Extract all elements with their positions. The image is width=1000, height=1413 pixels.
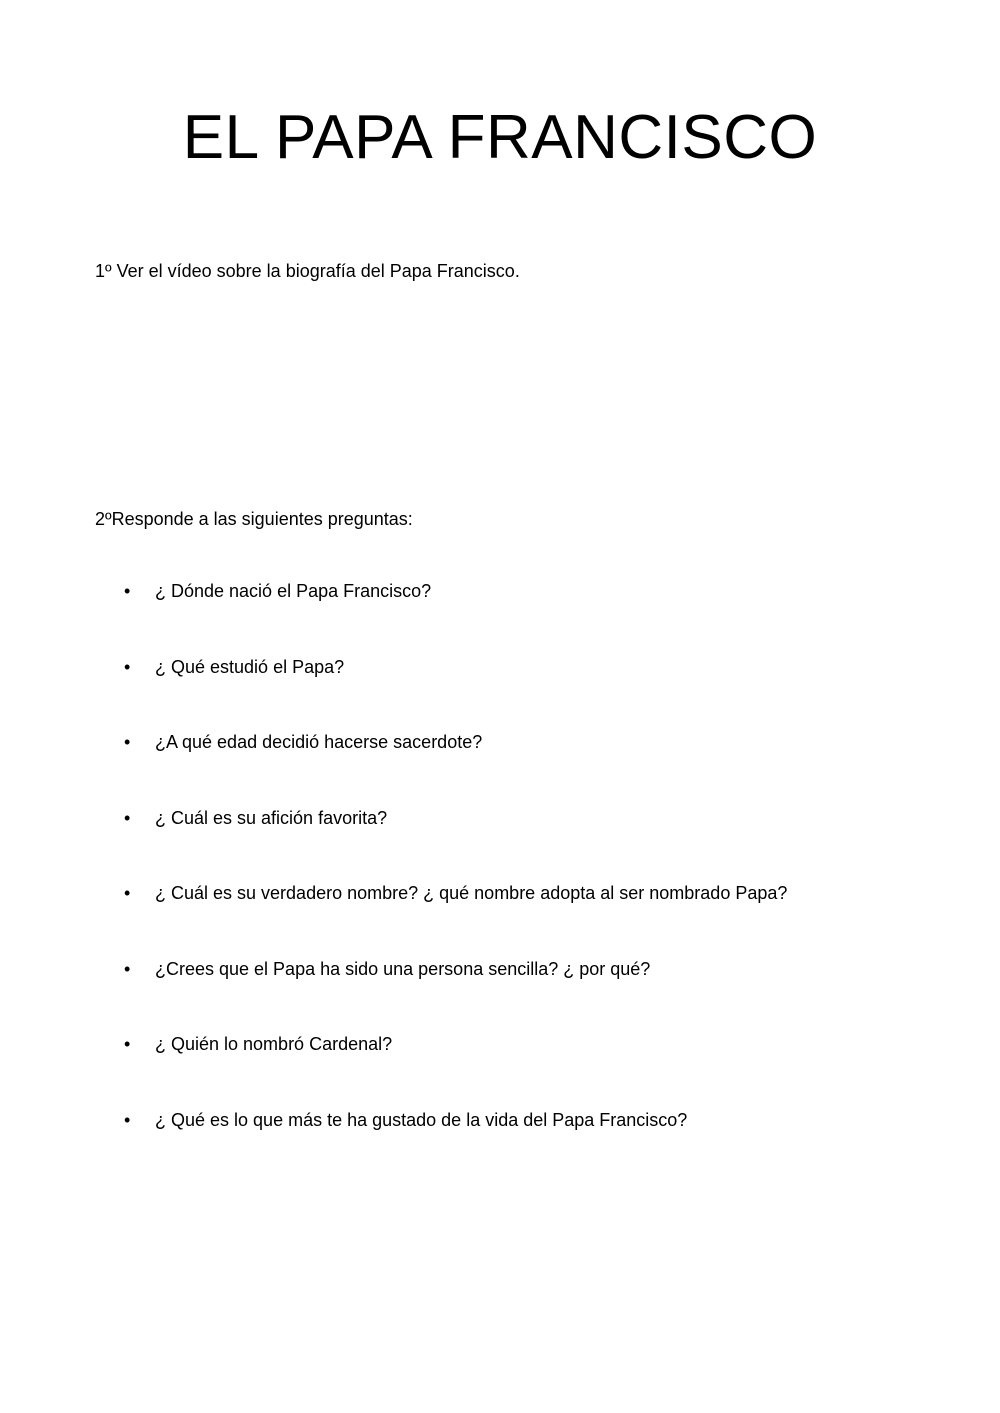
question-item — [0, 882, 1000, 958]
bullet-icon: • — [124, 958, 131, 979]
question-item — [0, 958, 1000, 1034]
bullet-icon: • — [124, 883, 131, 903]
bullet-icon: • — [124, 656, 131, 677]
question-item — [0, 656, 1000, 732]
bullet-icon: • — [124, 1109, 131, 1130]
instruction-step-1: 1º Ver el vídeo sobre la biografía del Papa Francisco. — [95, 261, 520, 281]
page-title: EL PAPA FRANCISCO — [182, 103, 818, 172]
bullet-icon: • — [124, 732, 131, 752]
question-item — [0, 1109, 1000, 1185]
question-text: ¿ Cuál es su afición favorita? — [155, 807, 388, 828]
question-item — [0, 807, 1000, 883]
question-text: ¿ Qué estudió el Papa? — [155, 656, 345, 677]
question-item — [0, 1033, 1000, 1109]
bullet-icon: • — [124, 1034, 131, 1054]
question-text: ¿ Qué es lo que más te ha gustado de la vida del Papa Francisco? — [155, 1109, 688, 1130]
bullet-icon: • — [124, 807, 131, 828]
question-list — [0, 580, 1000, 1184]
bullet-icon: • — [124, 581, 131, 601]
instruction-step-2: 2ºResponde a las siguientes preguntas: — [95, 509, 413, 529]
question-text: ¿Crees que el Papa ha sido una persona sencilla? ¿ por qué? — [155, 958, 651, 979]
question-text: ¿A qué edad decidió hacerse sacerdote? — [155, 732, 483, 752]
question-text: ¿ Quién lo nombró Cardenal? — [155, 1034, 393, 1054]
question-text: ¿ Dónde nació el Papa Francisco? — [155, 581, 432, 601]
question-item — [0, 580, 1000, 656]
question-text: ¿ Cuál es su verdadero nombre? ¿ qué nombre adopta al ser nombrado Papa? — [155, 883, 788, 903]
question-item — [0, 731, 1000, 807]
